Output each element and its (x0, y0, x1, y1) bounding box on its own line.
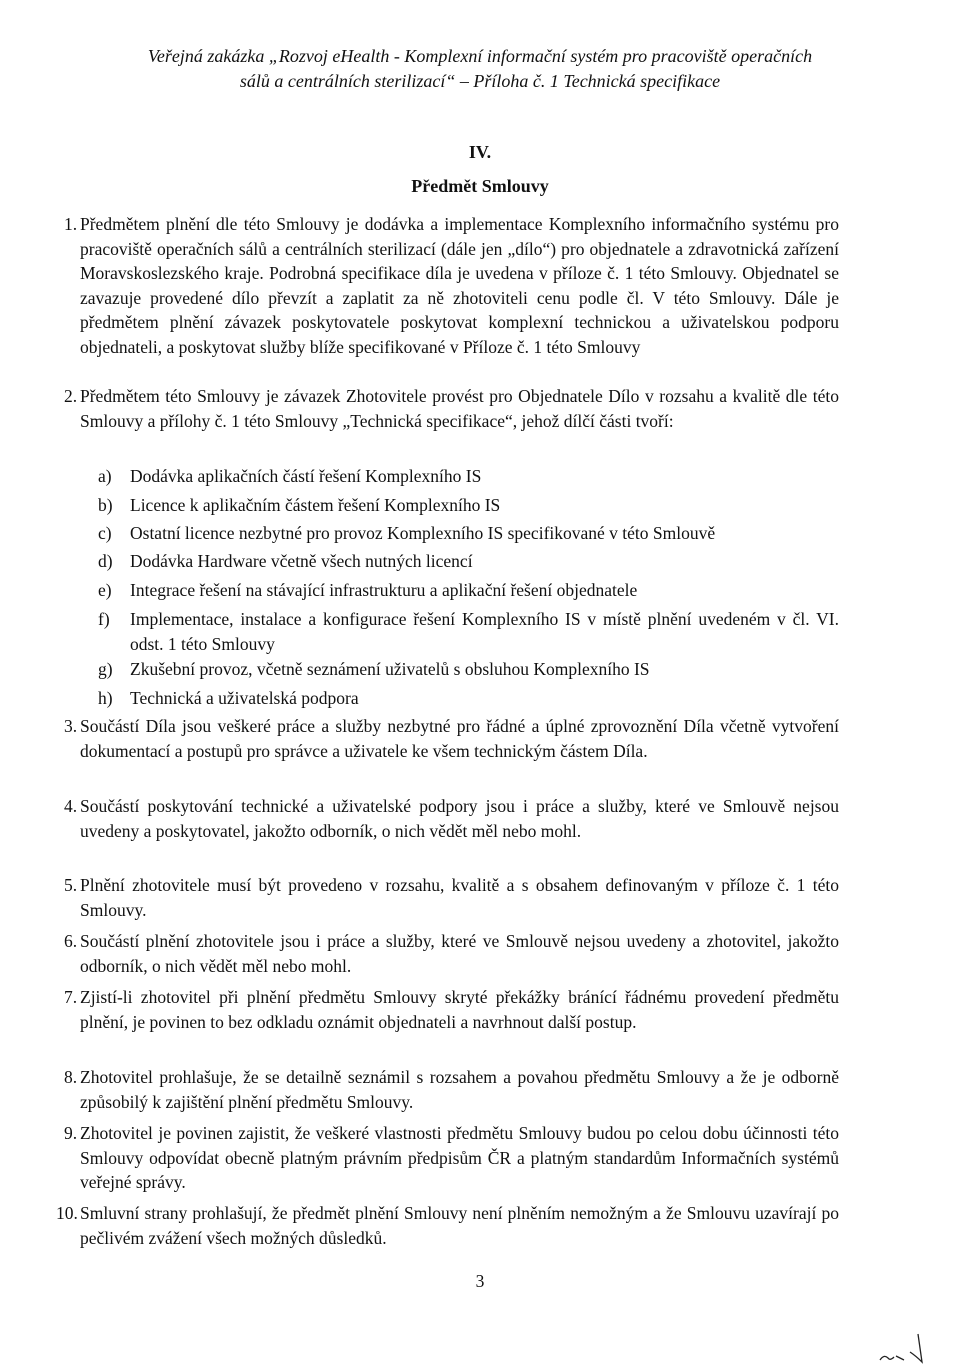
header-line-1: Veřejná zakázka „Rozvoj eHealth - Komplexní informační systém pro pracoviště operačních (147, 46, 813, 66)
clause-number: 10. (56, 1203, 78, 1223)
clause-text: Předmětem plnění dle této Smlouvy je dodávka a implementace Komplexního informačního systému pro pracoviště operačních sálů a centrálních sterilizací (dále jen „dílo“) pro objednatele a zdravotnická zařízení Moravskoslezského kraje. Podrobná specifikace díla je uvedena v příloze č. 1 této Smlouvy. Objednatel se zavazuje provedené dílo převzít a zaplatit za ně zhotoviteli cenu podle čl. V této Smlouvy. Dále je předmětem plnění závazek poskytovatele poskytovat komplexní technickou a uživatelskou podporu objednateli, a poskytovat služby blíže specifikované v Příloze č. 1 této Smlouvy (80, 214, 839, 357)
clause-6 (64, 929, 839, 978)
clause-text: Součástí plnění zhotovitele jsou i práce a služby, které ve Smlouvě nejsou uvedeny a zhotovitel, jakožto odborník, o nich vědět měl nebo mohl. (80, 931, 839, 976)
subitem-text: Dodávka Hardware včetně všech nutných licencí (130, 551, 473, 571)
clause-text: Zhotovitel prohlašuje, že se detailně seznámil s rozsahem a povahou předmětu Smlouvy a že je odborně způsobilý k zajištění plnění předmětu Smlouvy. (80, 1067, 839, 1112)
subitem-label: c) (98, 523, 112, 543)
subitem-text: Ostatní licence nezbytné pro provoz Komplexního IS specifikované v této Smlouvě (130, 523, 716, 543)
clause-4 (64, 794, 839, 843)
clause-text: Smluvní strany prohlašují, že předmět plnění Smlouvy není plněním nemožným a že Smlouvu uzavírají po pečlivém zvážení všech možných důsledků. (80, 1203, 839, 1248)
subitem-text: Implementace, instalace a konfigurace řešení Komplexního IS v místě plnění uvedeném v čl. VI. odst. 1 této Smlouvy (130, 609, 839, 654)
subitem-text: Licence k aplikačním částem řešení Komplexního IS (130, 495, 501, 515)
document-header (40, 44, 920, 94)
clause-10 (56, 1201, 839, 1250)
section-number: IV. (468, 142, 492, 162)
clause-text: Předmětem této Smlouvy je závazek Zhotovitele provést pro Objednatele Dílo v rozsahu a kvalitě dle této Smlouvy a přílohy č. 1 této Smlouvy „Technická specifikace“, jehož dílčí části tvoří: (80, 386, 839, 431)
clause-number: 1. (64, 214, 78, 234)
clause-number: 9. (64, 1123, 78, 1143)
subitem-h (98, 686, 839, 711)
clause-5 (64, 873, 839, 922)
page-number: 3 (475, 1271, 485, 1291)
subitem-a (98, 464, 839, 489)
subitem-f (98, 607, 839, 656)
subitem-c (98, 521, 839, 546)
subitem-label: b) (98, 495, 113, 515)
subitem-label: h) (98, 688, 113, 708)
clause-number: 5. (64, 875, 78, 895)
clause-number: 6. (64, 931, 78, 951)
clause-9 (64, 1121, 839, 1195)
section-title: Předmět Smlouvy (411, 176, 549, 196)
handwritten-initials (876, 1330, 936, 1366)
clause-number: 7. (64, 987, 78, 1007)
clause-2 (64, 384, 839, 433)
subitem-d (98, 549, 839, 574)
clause-1 (64, 212, 839, 360)
clause-text: Plnění zhotovitele musí být provedeno v rozsahu, kvalitě a s obsahem definovaným v příloze č. 1 této Smlouvy. (80, 875, 839, 920)
clause-text: Součástí poskytování technické a uživatelské podpory jsou i práce a služby, které ve Smlouvě nejsou uvedeny a poskytovatel, jakožto odborník, o nich vědět měl nebo mohl. (80, 796, 839, 841)
subitem-text: Zkušební provoz, včetně seznámení uživatelů s obsluhou Komplexního IS (130, 659, 650, 679)
subitem-label: d) (98, 551, 113, 571)
subitem-text: Dodávka aplikačních částí řešení Komplexního IS (130, 466, 482, 486)
subitem-label: a) (98, 466, 112, 486)
subitem-g (98, 657, 839, 682)
clause-text: Zjistí-li zhotovitel při plnění předmětu Smlouvy skryté překážky bránící řádnému provedení předmětu plnění, je povinen to bez odkladu oznámit objednateli a navrhnout další postup. (80, 987, 839, 1032)
clause-number: 2. (64, 386, 78, 406)
clause-text: Zhotovitel je povinen zajistit, že veškeré vlastnosti předmětu Smlouvy budou po celou dobu účinnosti této Smlouvy odpovídat obecně platným právním předpisům ČR a platným standardům Informačních systémů veřejné správy. (80, 1123, 839, 1193)
clause-7 (64, 985, 839, 1034)
subitem-b (98, 493, 839, 518)
header-line-2: sálů a centrálních sterilizací“ – Příloha č. 1 Technická specifikace (239, 71, 721, 91)
clause-number: 3. (64, 716, 78, 736)
subitem-label: f) (98, 609, 110, 629)
subitem-label: e) (98, 580, 112, 600)
subitem-text: Technická a uživatelská podpora (130, 688, 359, 708)
clause-number: 4. (64, 796, 78, 816)
subitem-text: Integrace řešení na stávající infrastrukturu a aplikační řešení objednatele (130, 580, 638, 600)
subitem-label: g) (98, 659, 113, 679)
subitem-e (98, 578, 839, 603)
clause-8 (64, 1065, 839, 1114)
clause-text: Součástí Díla jsou veškeré práce a služby nezbytné pro řádné a úplné zprovoznění Díla včetně vytvoření dokumentací a postupů pro správce a uživatele ke všem technickým částem Díla. (80, 716, 839, 761)
clause-3 (64, 714, 839, 763)
clause-number: 8. (64, 1067, 78, 1087)
